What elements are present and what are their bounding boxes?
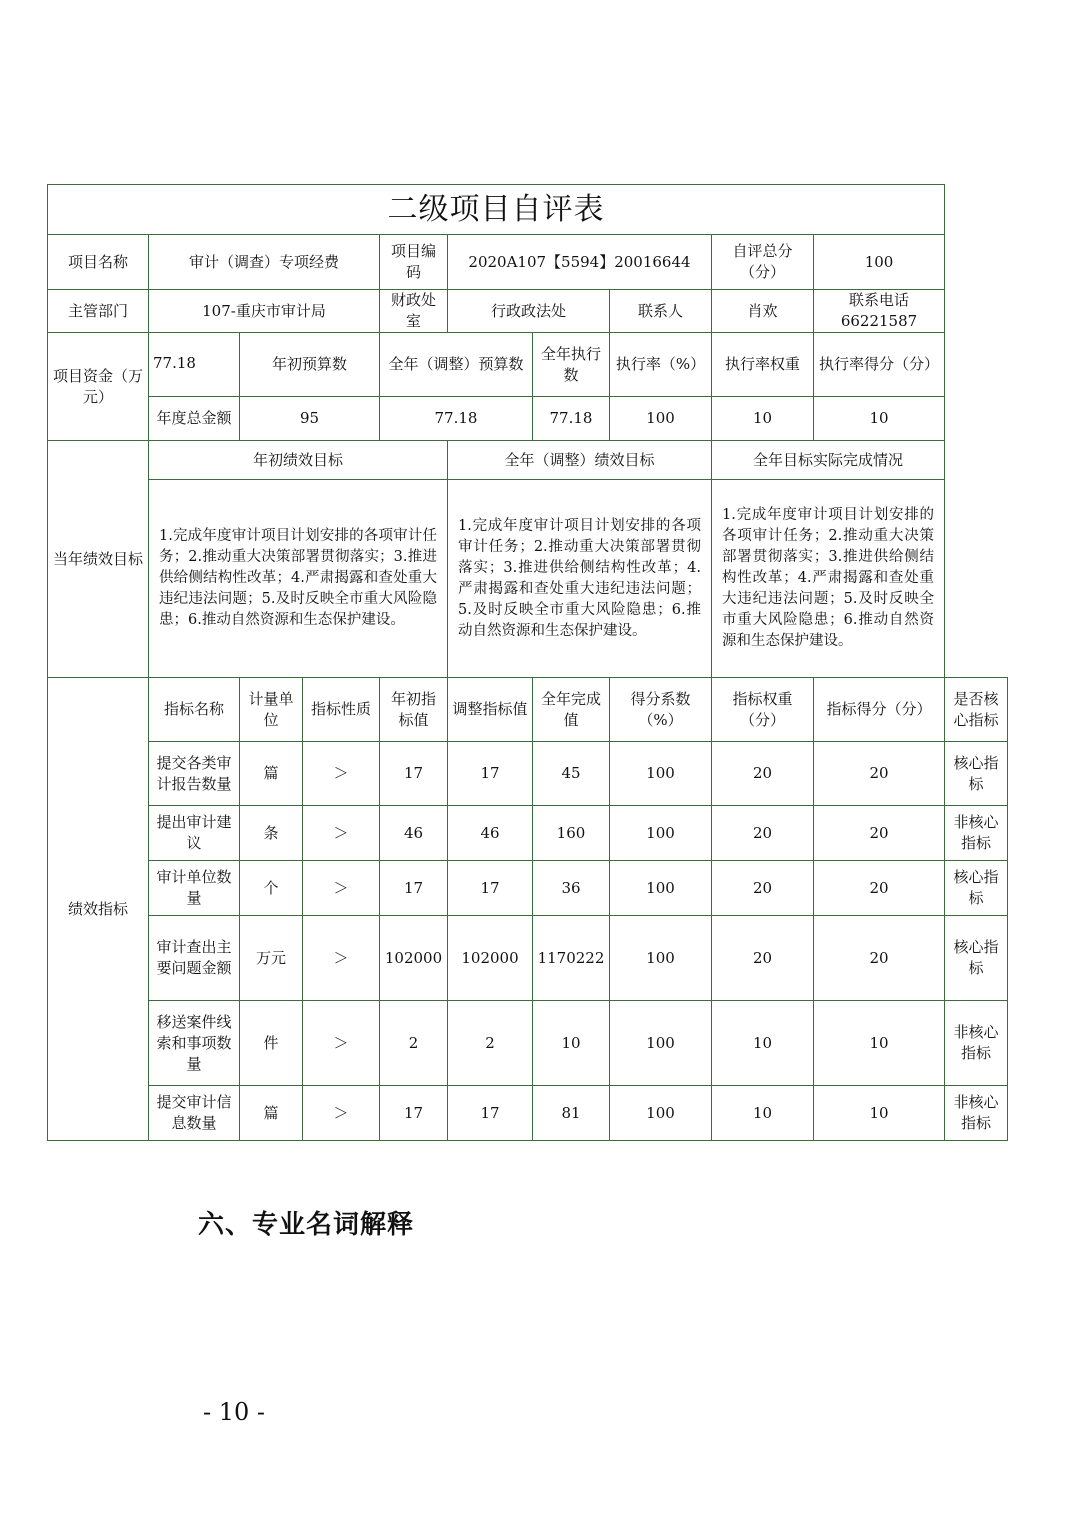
ind-nature: ＞ bbox=[303, 1001, 380, 1086]
ind-header-name: 指标名称 bbox=[149, 678, 240, 742]
phone-number: 66221587 bbox=[840, 312, 918, 330]
indicators-header-row bbox=[48, 678, 1008, 742]
ind-coef: 100 bbox=[610, 806, 712, 861]
project-code-value: 2020A107【5594】20016644 bbox=[448, 235, 712, 290]
ind-name: 提交各类审计报告数量 bbox=[149, 742, 240, 806]
funds-header-executed: 全年执行数 bbox=[533, 333, 610, 397]
ind-initial: 17 bbox=[380, 1086, 448, 1141]
ind-nature: ＞ bbox=[303, 916, 380, 1001]
ind-coef: 100 bbox=[610, 742, 712, 806]
funds-value-score: 10 bbox=[814, 397, 945, 441]
ind-unit: 篇 bbox=[240, 742, 303, 806]
ind-score: 10 bbox=[814, 1001, 945, 1086]
finance-office-value: 行政政法处 bbox=[448, 290, 610, 333]
goals-initial-text: 1.完成年度审计项目计划安排的各项审计任务；2.推动重大决策部署贯彻落实；3.推进供给侧结构性改革；4.严肃揭露和查处重大违纪违法问题；5.及时反映全市重大风险隐患；6.推动自然资源和生态保护建设。 bbox=[149, 480, 448, 678]
self-score-label: 自评总分（分） bbox=[712, 235, 814, 290]
ind-weight: 10 bbox=[712, 1001, 814, 1086]
ind-header-unit: 计量单位 bbox=[240, 678, 303, 742]
ind-actual: 45 bbox=[533, 742, 610, 806]
contact-value: 肖欢 bbox=[712, 290, 814, 333]
ind-name: 审计单位数量 bbox=[149, 861, 240, 916]
ind-coef: 100 bbox=[610, 1001, 712, 1086]
ind-name: 移送案件线索和事项数量 bbox=[149, 1001, 240, 1086]
ind-adjusted: 17 bbox=[448, 1086, 533, 1141]
section-heading: 六、专业名词解释 bbox=[198, 1210, 415, 1240]
project-info-row bbox=[48, 235, 1008, 290]
funds-value-rate: 100 bbox=[610, 397, 712, 441]
funds-label: 项目资金（万元） bbox=[48, 333, 149, 441]
ind-header-core: 是否核心指标 bbox=[945, 678, 1008, 742]
ind-adjusted: 17 bbox=[448, 861, 533, 916]
ind-weight: 20 bbox=[712, 742, 814, 806]
ind-name: 提交审计信息数量 bbox=[149, 1086, 240, 1141]
goals-adjusted-text: 1.完成年度审计项目计划安排的各项审计任务；2.推动重大决策部署贯彻落实；3.推进供给侧结构性改革；4.严肃揭露和查处重大违纪违法问题；5.及时反映全市重大风险隐患；6.推动自然资源和生态保护建设。 bbox=[448, 480, 712, 678]
goals-header-initial: 年初绩效目标 bbox=[149, 441, 448, 480]
ind-actual: 10 bbox=[533, 1001, 610, 1086]
funds-total-label: 年度总金额 bbox=[149, 397, 240, 441]
ind-score: 20 bbox=[814, 916, 945, 1001]
ind-unit: 条 bbox=[240, 806, 303, 861]
ind-nature: ＞ bbox=[303, 1086, 380, 1141]
ind-core: 非核心指标 bbox=[945, 806, 1008, 861]
ind-actual: 160 bbox=[533, 806, 610, 861]
ind-initial: 2 bbox=[380, 1001, 448, 1086]
ind-core: 核心指标 bbox=[945, 742, 1008, 806]
goals-header-row bbox=[48, 441, 1008, 480]
ind-nature: ＞ bbox=[303, 806, 380, 861]
ind-header-coef: 得分系数（%） bbox=[610, 678, 712, 742]
funds-header-adjusted: 全年（调整）预算数 bbox=[380, 333, 533, 397]
funds-header-score: 执行率得分（分） bbox=[814, 333, 945, 397]
dept-label: 主管部门 bbox=[48, 290, 149, 333]
table-row bbox=[48, 1086, 1008, 1141]
funds-value-initial: 95 bbox=[240, 397, 380, 441]
funds-header-row bbox=[48, 333, 1008, 397]
ind-nature: ＞ bbox=[303, 861, 380, 916]
funds-values-row bbox=[48, 397, 1008, 441]
dept-value: 107-重庆市审计局 bbox=[149, 290, 380, 333]
department-row bbox=[48, 290, 1008, 333]
project-name-label: 项目名称 bbox=[48, 235, 149, 290]
indicators-label: 绩效指标 bbox=[48, 678, 149, 1141]
ind-core: 核心指标 bbox=[945, 861, 1008, 916]
goals-label: 当年绩效目标 bbox=[48, 441, 149, 678]
self-score-value: 100 bbox=[814, 235, 945, 290]
ind-score: 20 bbox=[814, 742, 945, 806]
funds-header-initial: 年初预算数 bbox=[240, 333, 380, 397]
title-row bbox=[48, 185, 1008, 235]
ind-weight: 20 bbox=[712, 861, 814, 916]
ind-core: 非核心指标 bbox=[945, 1001, 1008, 1086]
ind-header-initial: 年初指标值 bbox=[380, 678, 448, 742]
ind-initial: 17 bbox=[380, 742, 448, 806]
table-row bbox=[48, 1001, 1008, 1086]
funds-value-adjusted: 77.18 bbox=[380, 397, 533, 441]
ind-header-adjusted: 调整指标值 bbox=[448, 678, 533, 742]
ind-weight: 10 bbox=[712, 1086, 814, 1141]
ind-initial: 102000 bbox=[380, 916, 448, 1001]
table-row bbox=[48, 806, 1008, 861]
ind-actual: 81 bbox=[533, 1086, 610, 1141]
project-code-label: 项目编码 bbox=[380, 235, 448, 290]
contact-label: 联系人 bbox=[610, 290, 712, 333]
ind-weight: 20 bbox=[712, 806, 814, 861]
ind-initial: 46 bbox=[380, 806, 448, 861]
ind-coef: 100 bbox=[610, 861, 712, 916]
ind-name: 提出审计建议 bbox=[149, 806, 240, 861]
ind-header-weight: 指标权重（分） bbox=[712, 678, 814, 742]
goals-header-actual: 全年目标实际完成情况 bbox=[712, 441, 945, 480]
finance-office-label: 财政处室 bbox=[380, 290, 448, 333]
ind-core: 核心指标 bbox=[945, 916, 1008, 1001]
phone-label: 联系电话 bbox=[849, 291, 910, 309]
funds-header-weight: 执行率权重 bbox=[712, 333, 814, 397]
ind-unit: 万元 bbox=[240, 916, 303, 1001]
ind-adjusted: 102000 bbox=[448, 916, 533, 1001]
table-row bbox=[48, 742, 1008, 806]
ind-header-actual: 全年完成值 bbox=[533, 678, 610, 742]
ind-weight: 20 bbox=[712, 916, 814, 1001]
page-number: - 10 - bbox=[203, 1398, 266, 1426]
project-name-value: 审计（调查）专项经费 bbox=[149, 235, 380, 290]
ind-actual: 36 bbox=[533, 861, 610, 916]
ind-score: 20 bbox=[814, 861, 945, 916]
goals-actual-text: 1.完成年度审计项目计划安排的各项审计任务；2.推动重大决策部署贯彻落实；3.推进供给侧结构性改革；4.严肃揭露和查处重大违纪违法问题；5.及时反映全市重大风险隐患；6.推动自然资源和生态保护建设。 bbox=[712, 480, 945, 678]
ind-core: 非核心指标 bbox=[945, 1086, 1008, 1141]
ind-name: 审计查出主要问题金额 bbox=[149, 916, 240, 1001]
goals-content-row bbox=[48, 480, 1008, 678]
ind-coef: 100 bbox=[610, 1086, 712, 1141]
table-row bbox=[48, 861, 1008, 916]
ind-nature: ＞ bbox=[303, 742, 380, 806]
ind-unit: 篇 bbox=[240, 1086, 303, 1141]
ind-initial: 17 bbox=[380, 861, 448, 916]
ind-adjusted: 46 bbox=[448, 806, 533, 861]
ind-score: 20 bbox=[814, 806, 945, 861]
funds-value-weight: 10 bbox=[712, 397, 814, 441]
funds-value-executed: 77.18 bbox=[533, 397, 610, 441]
ind-header-score: 指标得分（分） bbox=[814, 678, 945, 742]
funds-amount: 77.18 bbox=[149, 333, 240, 397]
table-row bbox=[48, 916, 1008, 1001]
ind-score: 10 bbox=[814, 1086, 945, 1141]
ind-header-nature: 指标性质 bbox=[303, 678, 380, 742]
goals-header-adjusted: 全年（调整）绩效目标 bbox=[448, 441, 712, 480]
project-self-evaluation-table bbox=[47, 184, 1008, 1141]
table-title: 二级项目自评表 bbox=[48, 185, 945, 235]
funds-header-rate: 执行率（%） bbox=[610, 333, 712, 397]
ind-coef: 100 bbox=[610, 916, 712, 1001]
ind-adjusted: 17 bbox=[448, 742, 533, 806]
ind-adjusted: 2 bbox=[448, 1001, 533, 1086]
phone-value bbox=[814, 290, 945, 333]
ind-unit: 个 bbox=[240, 861, 303, 916]
ind-unit: 件 bbox=[240, 1001, 303, 1086]
ind-actual: 1170222 bbox=[533, 916, 610, 1001]
